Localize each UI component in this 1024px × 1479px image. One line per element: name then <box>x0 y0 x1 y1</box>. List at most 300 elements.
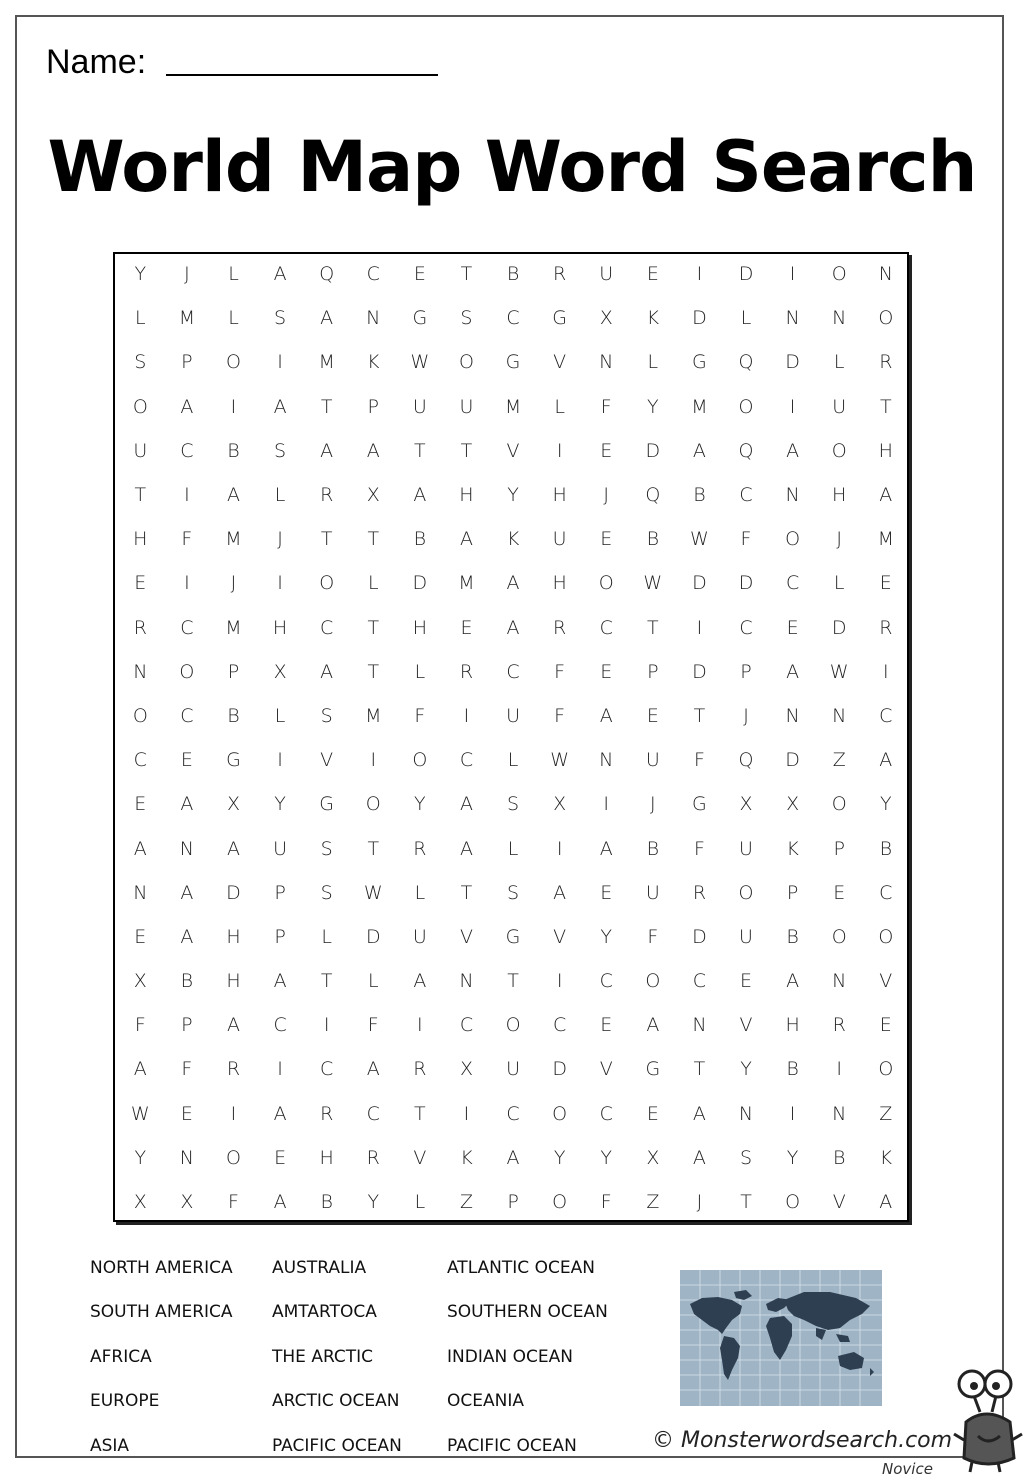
grid-letter[interactable]: T <box>367 660 380 683</box>
grid-letter[interactable]: H <box>226 970 241 993</box>
grid-letter[interactable]: X <box>273 660 287 683</box>
grid-letter[interactable]: E <box>460 616 473 639</box>
grid-letter[interactable]: T <box>647 616 659 639</box>
grid-letter[interactable]: L <box>367 572 379 595</box>
grid-letter[interactable]: Q <box>738 351 754 374</box>
grid-letter[interactable]: L <box>554 395 565 418</box>
grid-letter[interactable]: O <box>831 263 847 286</box>
grid-letter[interactable]: G <box>692 793 707 816</box>
grid-letter[interactable]: P <box>367 395 379 418</box>
grid-letter[interactable]: E <box>833 881 846 904</box>
grid-letter[interactable]: A <box>273 1191 287 1214</box>
grid-letter[interactable]: T <box>879 395 892 418</box>
grid-letter[interactable]: X <box>459 1058 473 1081</box>
grid-letter[interactable]: I <box>556 837 563 860</box>
grid-letter[interactable]: E <box>180 1102 193 1125</box>
grid-letter[interactable]: F <box>693 749 705 772</box>
grid-letter[interactable]: D <box>785 351 800 374</box>
grid-letter[interactable]: I <box>184 572 190 595</box>
grid-letter[interactable]: Y <box>414 793 426 816</box>
grid-letter[interactable]: Y <box>553 1146 566 1169</box>
grid-letter[interactable]: E <box>600 660 613 683</box>
grid-letter[interactable]: Q <box>319 263 335 286</box>
grid-letter[interactable]: I <box>417 1014 423 1037</box>
grid-letter[interactable]: A <box>273 970 287 993</box>
grid-letter[interactable]: Y <box>507 484 519 507</box>
grid-letter[interactable]: G <box>226 749 241 772</box>
grid-letter[interactable]: I <box>230 1102 237 1125</box>
grid-letter[interactable]: D <box>738 263 754 286</box>
grid-letter[interactable]: L <box>274 704 286 727</box>
grid-letter[interactable]: A <box>692 439 706 462</box>
grid-letter[interactable]: L <box>833 572 845 595</box>
grid-letter[interactable]: T <box>693 1058 706 1081</box>
grid-letter[interactable]: C <box>180 704 194 727</box>
grid-letter[interactable]: D <box>412 572 428 595</box>
grid-letter[interactable]: M <box>691 395 708 418</box>
grid-letter[interactable]: T <box>134 484 147 507</box>
grid-letter[interactable]: T <box>693 704 706 727</box>
grid-letter[interactable]: E <box>646 704 659 727</box>
grid-letter[interactable]: C <box>366 263 380 286</box>
grid-letter[interactable]: B <box>506 263 520 286</box>
grid-letter[interactable]: V <box>506 439 520 462</box>
grid-letter[interactable]: O <box>179 660 195 683</box>
grid-letter[interactable]: P <box>786 881 799 904</box>
grid-letter[interactable]: F <box>600 1191 612 1214</box>
grid-letter[interactable]: C <box>739 616 753 639</box>
grid-letter[interactable]: Z <box>832 749 846 772</box>
grid-letter[interactable]: N <box>179 1146 194 1169</box>
grid-letter[interactable]: U <box>412 925 427 948</box>
grid-letter[interactable]: E <box>134 925 147 948</box>
grid-letter[interactable]: I <box>184 484 190 507</box>
grid-letter[interactable]: R <box>832 1014 846 1037</box>
grid-letter[interactable]: D <box>738 572 754 595</box>
grid-letter[interactable]: O <box>132 704 148 727</box>
grid-letter[interactable]: O <box>878 925 894 948</box>
grid-letter[interactable]: A <box>226 837 240 860</box>
grid-letter[interactable]: O <box>505 1014 521 1037</box>
grid-letter[interactable]: Y <box>740 1058 752 1081</box>
grid-letter[interactable]: G <box>645 1058 661 1081</box>
grid-letter[interactable]: S <box>320 704 333 727</box>
grid-letter[interactable]: Y <box>274 793 286 816</box>
grid-letter[interactable]: V <box>879 970 893 993</box>
grid-letter[interactable]: T <box>740 1191 752 1214</box>
grid-letter[interactable]: V <box>320 749 334 772</box>
grid-letter[interactable]: R <box>226 1058 241 1081</box>
grid-letter[interactable]: M <box>225 616 242 639</box>
grid-letter[interactable]: C <box>879 881 893 904</box>
grid-letter[interactable]: R <box>553 616 567 639</box>
grid-letter[interactable]: F <box>181 1058 193 1081</box>
grid-letter[interactable]: E <box>646 1102 659 1125</box>
grid-letter[interactable]: F <box>367 1014 379 1037</box>
grid-letter[interactable]: U <box>832 395 847 418</box>
grid-letter[interactable]: H <box>552 484 567 507</box>
grid-letter[interactable]: V <box>832 1191 846 1214</box>
grid-letter[interactable]: M <box>458 572 475 595</box>
grid-letter[interactable]: E <box>274 1146 287 1169</box>
grid-letter[interactable]: A <box>599 837 613 860</box>
grid-letter[interactable]: R <box>320 484 334 507</box>
grid-letter[interactable]: Y <box>879 793 892 816</box>
grid-letter[interactable]: P <box>740 660 752 683</box>
grid-letter[interactable]: C <box>320 1058 334 1081</box>
grid-letter[interactable]: W <box>363 881 383 904</box>
grid-letter[interactable]: E <box>879 1014 892 1037</box>
grid-letter[interactable]: S <box>320 881 333 904</box>
grid-letter[interactable]: S <box>320 837 333 860</box>
grid-letter[interactable]: U <box>273 837 288 860</box>
grid-letter[interactable]: C <box>180 439 194 462</box>
grid-letter[interactable]: J <box>277 528 283 551</box>
grid-letter[interactable]: O <box>226 351 241 374</box>
grid-letter[interactable]: I <box>789 395 796 418</box>
grid-letter[interactable]: U <box>459 395 474 418</box>
grid-letter[interactable]: O <box>319 572 335 595</box>
grid-letter[interactable]: A <box>459 793 473 816</box>
grid-letter[interactable]: R <box>413 837 427 860</box>
grid-letter[interactable]: A <box>786 660 800 683</box>
grid-letter[interactable]: A <box>879 1191 893 1214</box>
grid-letter[interactable]: A <box>413 484 427 507</box>
grid-letter[interactable]: K <box>367 351 380 374</box>
grid-letter[interactable]: L <box>228 307 239 330</box>
grid-letter[interactable]: M <box>318 351 335 374</box>
grid-letter[interactable]: Q <box>738 749 754 772</box>
grid-letter[interactable]: B <box>786 925 799 948</box>
grid-letter[interactable]: R <box>553 263 567 286</box>
grid-letter[interactable]: J <box>650 793 656 816</box>
grid-letter[interactable]: V <box>739 1014 753 1037</box>
grid-letter[interactable]: M <box>504 395 522 418</box>
grid-letter[interactable]: I <box>556 439 563 462</box>
grid-letter[interactable]: F <box>600 395 612 418</box>
grid-letter[interactable]: Y <box>600 925 613 948</box>
grid-letter[interactable]: C <box>459 749 474 772</box>
grid-letter[interactable]: G <box>552 307 567 330</box>
grid-letter[interactable]: L <box>414 1191 426 1214</box>
grid-letter[interactable]: H <box>459 484 474 507</box>
grid-letter[interactable]: I <box>836 1058 842 1081</box>
grid-letter[interactable]: U <box>645 881 660 904</box>
grid-letter[interactable]: L <box>274 484 286 507</box>
grid-letter[interactable]: T <box>460 439 473 462</box>
grid-letter[interactable]: O <box>831 925 847 948</box>
grid-letter[interactable]: A <box>273 395 287 418</box>
grid-letter[interactable]: Y <box>134 263 147 286</box>
grid-letter[interactable]: N <box>366 307 381 330</box>
grid-letter[interactable]: O <box>785 1191 801 1214</box>
grid-letter[interactable]: U <box>552 528 567 551</box>
grid-letter[interactable]: R <box>413 1058 427 1081</box>
grid-letter[interactable]: I <box>230 395 237 418</box>
grid-letter[interactable]: N <box>133 881 148 904</box>
grid-letter[interactable]: E <box>879 572 892 595</box>
grid-letter[interactable]: C <box>320 616 334 639</box>
grid-letter[interactable]: R <box>366 1146 380 1169</box>
grid-letter[interactable]: A <box>879 749 893 772</box>
grid-letter[interactable]: L <box>414 660 426 683</box>
grid-letter[interactable]: R <box>459 660 474 683</box>
grid-letter[interactable]: X <box>133 1191 147 1214</box>
grid-letter[interactable]: A <box>646 1014 660 1037</box>
grid-letter[interactable]: A <box>320 307 334 330</box>
grid-letter[interactable]: V <box>553 351 567 374</box>
grid-letter[interactable]: A <box>413 970 427 993</box>
grid-letter[interactable]: T <box>367 528 380 551</box>
grid-letter[interactable]: J <box>230 572 237 595</box>
grid-letter[interactable]: P <box>181 1014 193 1037</box>
grid-letter[interactable]: U <box>133 439 148 462</box>
grid-letter[interactable]: D <box>645 439 661 462</box>
grid-letter[interactable]: J <box>603 484 610 507</box>
grid-letter[interactable]: Y <box>786 1146 799 1169</box>
grid-letter[interactable]: O <box>552 1191 568 1214</box>
grid-letter[interactable]: W <box>829 660 849 683</box>
grid-letter[interactable]: P <box>274 925 286 948</box>
grid-letter[interactable]: Y <box>134 1146 147 1169</box>
grid-letter[interactable]: W <box>690 528 709 551</box>
grid-letter[interactable]: O <box>132 395 148 418</box>
grid-letter[interactable]: D <box>365 925 381 948</box>
grid-letter[interactable]: K <box>879 1146 893 1169</box>
grid-letter[interactable]: J <box>696 1191 703 1214</box>
grid-letter[interactable]: L <box>135 307 146 330</box>
grid-letter[interactable]: E <box>600 881 613 904</box>
grid-letter[interactable]: E <box>134 793 147 816</box>
grid-letter[interactable]: N <box>133 660 148 683</box>
grid-letter[interactable]: A <box>786 970 800 993</box>
grid-letter[interactable]: C <box>133 749 147 772</box>
grid-letter[interactable]: R <box>879 616 893 639</box>
grid-letter[interactable]: I <box>323 1014 330 1037</box>
grid-letter[interactable]: S <box>460 307 473 330</box>
grid-letter[interactable]: B <box>413 528 427 551</box>
grid-letter[interactable]: Y <box>367 1191 380 1214</box>
grid-letter[interactable]: C <box>599 970 613 993</box>
grid-letter[interactable]: S <box>274 439 287 462</box>
grid-letter[interactable]: W <box>550 749 570 772</box>
grid-letter[interactable]: P <box>274 881 286 904</box>
grid-letter[interactable]: O <box>365 793 381 816</box>
grid-letter[interactable]: V <box>599 1058 613 1081</box>
grid-letter[interactable]: Y <box>600 1146 613 1169</box>
grid-letter[interactable]: B <box>832 1146 846 1169</box>
grid-letter[interactable]: A <box>226 484 240 507</box>
grid-letter[interactable]: U <box>739 925 753 948</box>
grid-letter[interactable]: P <box>507 1191 519 1214</box>
grid-letter[interactable]: C <box>785 572 800 595</box>
grid-letter[interactable]: A <box>506 616 520 639</box>
grid-letter[interactable]: W <box>643 572 663 595</box>
grid-letter[interactable]: I <box>277 351 283 374</box>
grid-letter[interactable]: A <box>786 439 800 462</box>
grid-letter[interactable]: B <box>693 484 706 507</box>
grid-letter[interactable]: E <box>740 970 753 993</box>
grid-letter[interactable]: A <box>506 1146 520 1169</box>
grid-letter[interactable]: F <box>134 1014 146 1037</box>
grid-letter[interactable]: O <box>598 572 614 595</box>
grid-letter[interactable]: E <box>786 616 799 639</box>
grid-letter[interactable]: P <box>647 660 659 683</box>
grid-letter[interactable]: X <box>226 793 240 816</box>
grid-letter[interactable]: A <box>692 1102 706 1125</box>
grid-letter[interactable]: I <box>789 263 796 286</box>
grid-letter[interactable]: C <box>459 1014 474 1037</box>
grid-letter[interactable]: E <box>646 263 659 286</box>
grid-letter[interactable]: B <box>180 970 194 993</box>
grid-letter[interactable]: H <box>133 528 148 551</box>
grid-letter[interactable]: A <box>599 704 613 727</box>
grid-letter[interactable]: I <box>370 749 377 772</box>
grid-letter[interactable]: Q <box>645 484 661 507</box>
grid-letter[interactable]: J <box>836 528 842 551</box>
grid-letter[interactable]: K <box>506 528 520 551</box>
grid-letter[interactable]: N <box>599 749 614 772</box>
grid-letter[interactable]: O <box>412 749 428 772</box>
grid-letter[interactable]: D <box>692 925 707 948</box>
grid-letter[interactable]: C <box>506 307 520 330</box>
grid-letter[interactable]: A <box>879 484 893 507</box>
grid-letter[interactable]: I <box>603 793 610 816</box>
grid-letter[interactable]: C <box>180 616 194 639</box>
grid-letter[interactable]: C <box>692 970 707 993</box>
grid-letter[interactable]: U <box>412 395 427 418</box>
grid-letter[interactable]: L <box>740 307 752 330</box>
grid-letter[interactable]: N <box>179 837 194 860</box>
grid-letter[interactable]: X <box>553 793 567 816</box>
grid-letter[interactable]: O <box>878 1058 894 1081</box>
grid-letter[interactable]: W <box>130 1102 150 1125</box>
grid-letter[interactable]: A <box>133 837 147 860</box>
name-blank-line[interactable] <box>166 74 438 76</box>
grid-letter[interactable]: T <box>460 881 473 904</box>
grid-letter[interactable]: Z <box>646 1191 660 1214</box>
grid-letter[interactable]: E <box>413 263 426 286</box>
grid-letter[interactable]: C <box>599 616 613 639</box>
grid-letter[interactable]: S <box>739 1146 753 1169</box>
grid-letter[interactable]: G <box>412 307 428 330</box>
grid-letter[interactable]: C <box>599 1102 613 1125</box>
grid-letter[interactable]: P <box>227 660 240 683</box>
grid-letter[interactable]: E <box>600 1014 613 1037</box>
grid-letter[interactable]: O <box>831 793 847 816</box>
grid-letter[interactable]: E <box>180 749 193 772</box>
grid-letter[interactable]: O <box>738 395 754 418</box>
grid-letter[interactable]: B <box>786 1058 799 1081</box>
grid-letter[interactable]: I <box>556 970 563 993</box>
grid-letter[interactable]: R <box>133 616 147 639</box>
grid-letter[interactable]: D <box>692 572 707 595</box>
grid-letter[interactable]: B <box>227 439 240 462</box>
grid-letter[interactable]: O <box>738 881 754 904</box>
grid-letter[interactable]: A <box>226 1014 240 1037</box>
grid-letter[interactable]: A <box>180 925 194 948</box>
grid-letter[interactable]: L <box>367 970 379 993</box>
grid-letter[interactable]: X <box>366 484 380 507</box>
grid-letter[interactable]: T <box>367 616 380 639</box>
grid-letter[interactable]: M <box>365 704 382 727</box>
grid-letter[interactable]: N <box>832 307 847 330</box>
grid-letter[interactable]: I <box>789 1102 796 1125</box>
grid-letter[interactable]: F <box>647 925 659 948</box>
grid-letter[interactable]: A <box>180 881 194 904</box>
grid-letter[interactable]: V <box>553 925 567 948</box>
grid-letter[interactable]: Y <box>647 395 659 418</box>
grid-letter[interactable]: C <box>273 1014 287 1037</box>
grid-letter[interactable]: A <box>133 1058 147 1081</box>
grid-letter[interactable]: B <box>646 528 660 551</box>
grid-letter[interactable]: T <box>414 1102 426 1125</box>
grid-letter[interactable]: F <box>414 704 426 727</box>
grid-letter[interactable]: O <box>645 970 661 993</box>
grid-letter[interactable]: N <box>832 704 847 727</box>
grid-letter[interactable]: F <box>554 704 566 727</box>
grid-letter[interactable]: G <box>692 351 707 374</box>
grid-letter[interactable]: R <box>692 881 707 904</box>
grid-letter[interactable]: H <box>832 484 847 507</box>
grid-letter[interactable]: A <box>506 572 520 595</box>
grid-letter[interactable]: O <box>458 351 474 374</box>
grid-letter[interactable]: A <box>180 793 194 816</box>
grid-letter[interactable]: C <box>553 1014 567 1037</box>
grid-letter[interactable]: H <box>319 1146 334 1169</box>
grid-letter[interactable]: V <box>459 925 473 948</box>
grid-letter[interactable]: I <box>696 616 703 639</box>
grid-letter[interactable]: A <box>366 439 380 462</box>
grid-letter[interactable]: M <box>877 528 894 551</box>
grid-letter[interactable]: N <box>692 1014 707 1037</box>
grid-letter[interactable]: N <box>459 970 474 993</box>
grid-letter[interactable]: T <box>320 970 333 993</box>
grid-letter[interactable]: L <box>507 837 519 860</box>
grid-letter[interactable]: M <box>178 307 196 330</box>
grid-letter[interactable]: X <box>599 307 613 330</box>
grid-letter[interactable]: R <box>320 1102 334 1125</box>
grid-letter[interactable]: D <box>226 881 241 904</box>
grid-letter[interactable]: B <box>646 837 660 860</box>
grid-letter[interactable]: N <box>832 1102 847 1125</box>
grid-letter[interactable]: T <box>507 970 519 993</box>
grid-letter[interactable]: I <box>463 704 470 727</box>
grid-letter[interactable]: T <box>460 263 473 286</box>
grid-letter[interactable]: A <box>273 1102 287 1125</box>
grid-letter[interactable]: D <box>692 307 707 330</box>
grid-letter[interactable]: F <box>740 528 752 551</box>
grid-letter[interactable]: D <box>552 1058 567 1081</box>
grid-letter[interactable]: D <box>692 660 707 683</box>
grid-letter[interactable]: G <box>319 793 335 816</box>
grid-letter[interactable]: L <box>507 749 519 772</box>
grid-letter[interactable]: K <box>786 837 799 860</box>
grid-letter[interactable]: U <box>739 837 753 860</box>
grid-letter[interactable]: L <box>228 263 239 286</box>
grid-letter[interactable]: H <box>878 439 893 462</box>
grid-letter[interactable]: A <box>459 837 473 860</box>
grid-letter[interactable]: M <box>225 528 242 551</box>
grid-letter[interactable]: W <box>410 351 430 374</box>
grid-letter[interactable]: I <box>277 749 283 772</box>
grid-letter[interactable]: L <box>321 925 332 948</box>
grid-letter[interactable]: J <box>743 704 749 727</box>
grid-letter[interactable]: I <box>696 263 703 286</box>
grid-letter[interactable]: B <box>320 1191 333 1214</box>
grid-letter[interactable]: N <box>832 970 847 993</box>
grid-letter[interactable]: E <box>600 528 613 551</box>
